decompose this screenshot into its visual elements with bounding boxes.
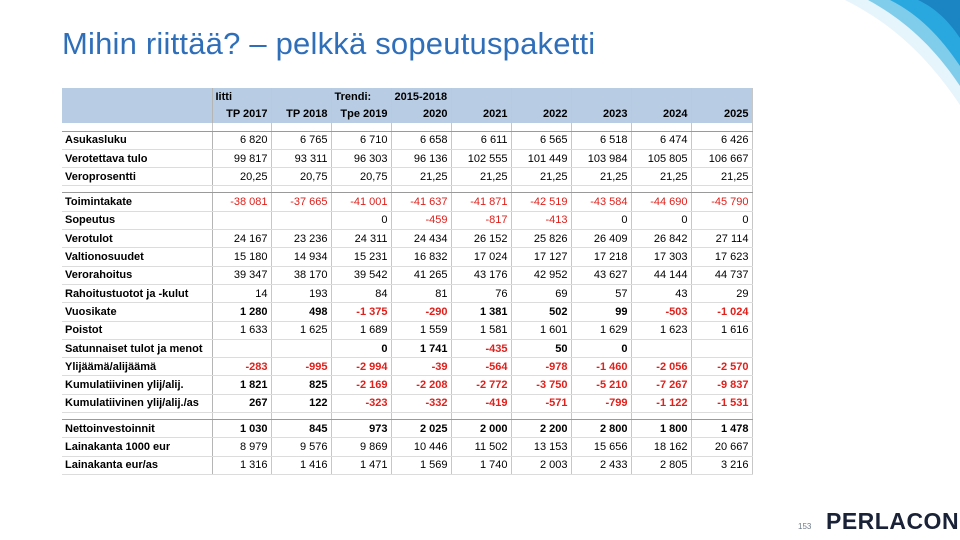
data-cell: 39 347 — [212, 266, 271, 284]
data-cell: 1 689 — [331, 321, 391, 339]
data-cell: 43 — [631, 284, 691, 302]
header-cell: Iitti — [212, 88, 271, 105]
data-cell: 1 471 — [331, 456, 391, 474]
data-cell: 17 024 — [451, 248, 511, 266]
separator-cell — [571, 413, 631, 420]
row-label: Poistot — [62, 321, 212, 339]
data-cell: 81 — [391, 284, 451, 302]
data-cell — [212, 339, 271, 357]
data-cell: -41 001 — [331, 193, 391, 211]
data-cell: -2 208 — [391, 376, 451, 394]
data-cell: 11 502 — [451, 438, 511, 456]
data-cell: 6 658 — [391, 131, 451, 149]
data-cell: 1 633 — [212, 321, 271, 339]
data-cell: 17 303 — [631, 248, 691, 266]
data-cell: 21,25 — [571, 168, 631, 186]
data-cell: 1 623 — [631, 321, 691, 339]
separator-cell — [691, 413, 752, 420]
header-cell — [511, 88, 571, 105]
data-cell: -1 375 — [331, 303, 391, 321]
header-cell — [451, 88, 511, 105]
data-cell: -43 584 — [571, 193, 631, 211]
row-label: Nettoinvestoinnit — [62, 420, 212, 438]
separator-cell — [212, 186, 271, 193]
data-cell: -1 122 — [631, 394, 691, 412]
data-cell: 43 627 — [571, 266, 631, 284]
table-row — [62, 230, 752, 248]
row-label: Satunnaiset tulot ja menot — [62, 339, 212, 357]
row-label: Ylijäämä/alijäämä — [62, 358, 212, 376]
table-row — [62, 248, 752, 266]
data-cell: 6 820 — [212, 131, 271, 149]
data-cell: 38 170 — [271, 266, 331, 284]
table-row — [62, 321, 752, 339]
data-cell — [271, 211, 331, 229]
data-cell: -978 — [511, 358, 571, 376]
data-cell: 2 433 — [571, 456, 631, 474]
data-cell: 24 434 — [391, 230, 451, 248]
separator-cell — [391, 186, 451, 193]
row-label: Verorahoitus — [62, 266, 212, 284]
data-cell: -290 — [391, 303, 451, 321]
data-cell: 20 667 — [691, 438, 752, 456]
data-cell: 96 136 — [391, 149, 451, 167]
data-cell: 99 817 — [212, 149, 271, 167]
data-cell: -817 — [451, 211, 511, 229]
data-cell: 1 381 — [451, 303, 511, 321]
year-header: 2021 — [451, 105, 511, 122]
separator-cell — [331, 123, 391, 132]
row-label: Sopeutus — [62, 211, 212, 229]
data-cell: 2 200 — [511, 420, 571, 438]
data-cell: 1 821 — [212, 376, 271, 394]
data-cell: 26 409 — [571, 230, 631, 248]
page-title: Mihin riittää? – pelkkä sopeutuspaketti — [62, 26, 596, 61]
year-header: Tpe 2019 — [331, 105, 391, 122]
data-cell: 18 162 — [631, 438, 691, 456]
data-cell: 17 218 — [571, 248, 631, 266]
data-cell — [271, 339, 331, 357]
header-cell — [691, 88, 752, 105]
data-cell: 14 934 — [271, 248, 331, 266]
table-row — [62, 284, 752, 302]
data-cell: -41 871 — [451, 193, 511, 211]
data-cell: 29 — [691, 284, 752, 302]
separator-cell — [631, 413, 691, 420]
header-cell — [271, 88, 331, 105]
separator-cell — [331, 413, 391, 420]
data-cell: 6 426 — [691, 131, 752, 149]
data-cell: -419 — [451, 394, 511, 412]
row-label: Lainakanta 1000 eur — [62, 438, 212, 456]
data-cell: 39 542 — [331, 266, 391, 284]
data-cell: 20,75 — [331, 168, 391, 186]
table-row — [62, 339, 752, 357]
data-cell: 17 127 — [511, 248, 571, 266]
data-cell: 9 869 — [331, 438, 391, 456]
data-cell: -995 — [271, 358, 331, 376]
data-cell: 15 231 — [331, 248, 391, 266]
data-cell: -37 665 — [271, 193, 331, 211]
data-cell: 1 316 — [212, 456, 271, 474]
data-cell: -44 690 — [631, 193, 691, 211]
data-cell: 1 629 — [571, 321, 631, 339]
data-cell: -1 460 — [571, 358, 631, 376]
data-cell: 1 625 — [271, 321, 331, 339]
data-cell: 2 805 — [631, 456, 691, 474]
data-cell: -564 — [451, 358, 511, 376]
data-cell: 498 — [271, 303, 331, 321]
data-cell: -459 — [391, 211, 451, 229]
table-row — [62, 438, 752, 456]
data-cell: 21,25 — [511, 168, 571, 186]
year-header: 2020 — [391, 105, 451, 122]
data-cell: 6 710 — [331, 131, 391, 149]
data-cell: 122 — [271, 394, 331, 412]
row-label: Asukasluku — [62, 131, 212, 149]
data-cell: -1 531 — [691, 394, 752, 412]
data-cell: 267 — [212, 394, 271, 412]
table-row — [62, 376, 752, 394]
data-cell: 42 952 — [511, 266, 571, 284]
data-cell: 26 152 — [451, 230, 511, 248]
data-cell: 14 — [212, 284, 271, 302]
perlacon-logo: PERLACON — [826, 508, 960, 534]
separator-cell — [62, 186, 212, 193]
data-cell: -3 750 — [511, 376, 571, 394]
data-cell: 24 167 — [212, 230, 271, 248]
row-label: Toimintakate — [62, 193, 212, 211]
year-header: 2022 — [511, 105, 571, 122]
separator-cell — [62, 413, 212, 420]
data-cell: 6 518 — [571, 131, 631, 149]
data-cell: 27 114 — [691, 230, 752, 248]
data-cell: 1 741 — [391, 339, 451, 357]
header-cell — [571, 88, 631, 105]
separator-cell — [391, 123, 451, 132]
data-cell: 845 — [271, 420, 331, 438]
separator-cell — [571, 186, 631, 193]
data-cell: -283 — [212, 358, 271, 376]
row-label: Kumulatiivinen ylij/alij./as — [62, 394, 212, 412]
data-cell: 23 236 — [271, 230, 331, 248]
data-cell: 41 265 — [391, 266, 451, 284]
header-spacer — [62, 105, 212, 122]
separator-cell — [511, 123, 571, 132]
separator-cell — [451, 413, 511, 420]
row-label: Kumulatiivinen ylij/alij. — [62, 376, 212, 394]
data-cell: 17 623 — [691, 248, 752, 266]
separator-cell — [212, 123, 271, 132]
data-cell: 25 826 — [511, 230, 571, 248]
data-cell: 21,25 — [391, 168, 451, 186]
data-cell: 69 — [511, 284, 571, 302]
data-cell: 10 446 — [391, 438, 451, 456]
data-cell: 13 153 — [511, 438, 571, 456]
data-cell: 2 003 — [511, 456, 571, 474]
data-cell: -323 — [331, 394, 391, 412]
data-cell: 3 216 — [691, 456, 752, 474]
data-cell: 1 559 — [391, 321, 451, 339]
data-cell: 99 — [571, 303, 631, 321]
row-label: Vuosikate — [62, 303, 212, 321]
data-cell: 96 303 — [331, 149, 391, 167]
data-cell — [212, 211, 271, 229]
financial-table-container — [62, 88, 752, 480]
page-number: 153 — [798, 522, 812, 531]
year-header: 2025 — [691, 105, 752, 122]
data-cell: 50 — [511, 339, 571, 357]
data-cell — [631, 339, 691, 357]
data-cell: 21,25 — [631, 168, 691, 186]
data-cell: -9 837 — [691, 376, 752, 394]
data-cell: 6 611 — [451, 131, 511, 149]
data-cell: 44 737 — [691, 266, 752, 284]
separator-cell — [511, 413, 571, 420]
table-row — [62, 193, 752, 211]
data-cell: -2 169 — [331, 376, 391, 394]
data-cell: -38 081 — [212, 193, 271, 211]
data-cell: 2 000 — [451, 420, 511, 438]
data-cell: 57 — [571, 284, 631, 302]
year-header: TP 2017 — [212, 105, 271, 122]
data-cell: -503 — [631, 303, 691, 321]
data-cell: 76 — [451, 284, 511, 302]
data-cell: -5 210 — [571, 376, 631, 394]
data-cell — [691, 339, 752, 357]
data-cell: 24 311 — [331, 230, 391, 248]
year-header: 2023 — [571, 105, 631, 122]
header-cell: 2015-2018 — [391, 88, 451, 105]
data-cell: 20,75 — [271, 168, 331, 186]
data-cell: -435 — [451, 339, 511, 357]
data-cell: 8 979 — [212, 438, 271, 456]
group-separator — [62, 186, 752, 193]
row-label: Veroprosentti — [62, 168, 212, 186]
data-cell: -45 790 — [691, 193, 752, 211]
separator-cell — [271, 413, 331, 420]
data-cell: -1 024 — [691, 303, 752, 321]
table-row — [62, 211, 752, 229]
data-cell: 973 — [331, 420, 391, 438]
data-cell: 1 569 — [391, 456, 451, 474]
data-cell: -413 — [511, 211, 571, 229]
data-cell: 106 667 — [691, 149, 752, 167]
year-header: 2024 — [631, 105, 691, 122]
data-cell: 105 805 — [631, 149, 691, 167]
data-cell: -42 519 — [511, 193, 571, 211]
data-cell: 1 581 — [451, 321, 511, 339]
data-cell: 16 832 — [391, 248, 451, 266]
row-label: Lainakanta eur/as — [62, 456, 212, 474]
header-spacer — [62, 88, 212, 105]
data-cell: -571 — [511, 394, 571, 412]
data-cell: 21,25 — [451, 168, 511, 186]
data-cell: 825 — [271, 376, 331, 394]
data-cell: 84 — [331, 284, 391, 302]
table-row — [62, 168, 752, 186]
table-row — [62, 358, 752, 376]
separator-cell — [271, 123, 331, 132]
data-cell: 0 — [691, 211, 752, 229]
data-cell: 1 616 — [691, 321, 752, 339]
data-cell: 1 601 — [511, 321, 571, 339]
data-cell: 0 — [571, 211, 631, 229]
table-year-row — [62, 105, 752, 122]
separator-cell — [631, 186, 691, 193]
table-row — [62, 303, 752, 321]
data-cell: -2 994 — [331, 358, 391, 376]
data-cell: 1 740 — [451, 456, 511, 474]
separator-cell — [571, 123, 631, 132]
separator-cell — [391, 413, 451, 420]
separator-cell — [691, 186, 752, 193]
separator-cell — [62, 123, 212, 132]
data-cell: -7 267 — [631, 376, 691, 394]
row-label: Verotulot — [62, 230, 212, 248]
data-cell: -39 — [391, 358, 451, 376]
data-cell: -2 772 — [451, 376, 511, 394]
data-cell: 101 449 — [511, 149, 571, 167]
group-separator — [62, 123, 752, 132]
year-header: TP 2018 — [271, 105, 331, 122]
data-cell: 103 984 — [571, 149, 631, 167]
separator-cell — [511, 186, 571, 193]
separator-cell — [331, 186, 391, 193]
data-cell: 2 800 — [571, 420, 631, 438]
separator-cell — [631, 123, 691, 132]
data-cell: 9 576 — [271, 438, 331, 456]
table-row — [62, 266, 752, 284]
data-cell: 21,25 — [691, 168, 752, 186]
data-cell: -2 056 — [631, 358, 691, 376]
data-cell: 1 030 — [212, 420, 271, 438]
data-cell: -2 570 — [691, 358, 752, 376]
data-cell: 2 025 — [391, 420, 451, 438]
table-row — [62, 420, 752, 438]
data-cell: 93 311 — [271, 149, 331, 167]
data-cell: 0 — [631, 211, 691, 229]
separator-cell — [451, 186, 511, 193]
header-cell — [631, 88, 691, 105]
table-header-row — [62, 88, 752, 105]
data-cell: 20,25 — [212, 168, 271, 186]
data-cell: 15 180 — [212, 248, 271, 266]
row-label: Valtionosuudet — [62, 248, 212, 266]
data-cell: 6 765 — [271, 131, 331, 149]
table-row — [62, 456, 752, 474]
data-cell: 6 565 — [511, 131, 571, 149]
table-row — [62, 149, 752, 167]
data-cell: 15 656 — [571, 438, 631, 456]
data-cell: 102 555 — [451, 149, 511, 167]
table-row — [62, 394, 752, 412]
data-cell: 6 474 — [631, 131, 691, 149]
data-cell: -41 637 — [391, 193, 451, 211]
separator-cell — [451, 123, 511, 132]
separator-cell — [212, 413, 271, 420]
group-separator — [62, 413, 752, 420]
data-cell: 1 478 — [691, 420, 752, 438]
separator-cell — [691, 123, 752, 132]
data-cell: 1 800 — [631, 420, 691, 438]
data-cell: 43 176 — [451, 266, 511, 284]
data-cell: 0 — [331, 339, 391, 357]
separator-cell — [271, 186, 331, 193]
data-cell: 1 416 — [271, 456, 331, 474]
table-row — [62, 131, 752, 149]
financial-table — [62, 88, 753, 475]
row-label: Rahoitustuotot ja -kulut — [62, 284, 212, 302]
data-cell: -332 — [391, 394, 451, 412]
data-cell: 44 144 — [631, 266, 691, 284]
data-cell: 193 — [271, 284, 331, 302]
data-cell: 0 — [571, 339, 631, 357]
header-cell: Trendi: — [331, 88, 391, 105]
data-cell: 26 842 — [631, 230, 691, 248]
data-cell: 1 280 — [212, 303, 271, 321]
row-label: Verotettava tulo — [62, 149, 212, 167]
data-cell: -799 — [571, 394, 631, 412]
data-cell: 502 — [511, 303, 571, 321]
data-cell: 0 — [331, 211, 391, 229]
